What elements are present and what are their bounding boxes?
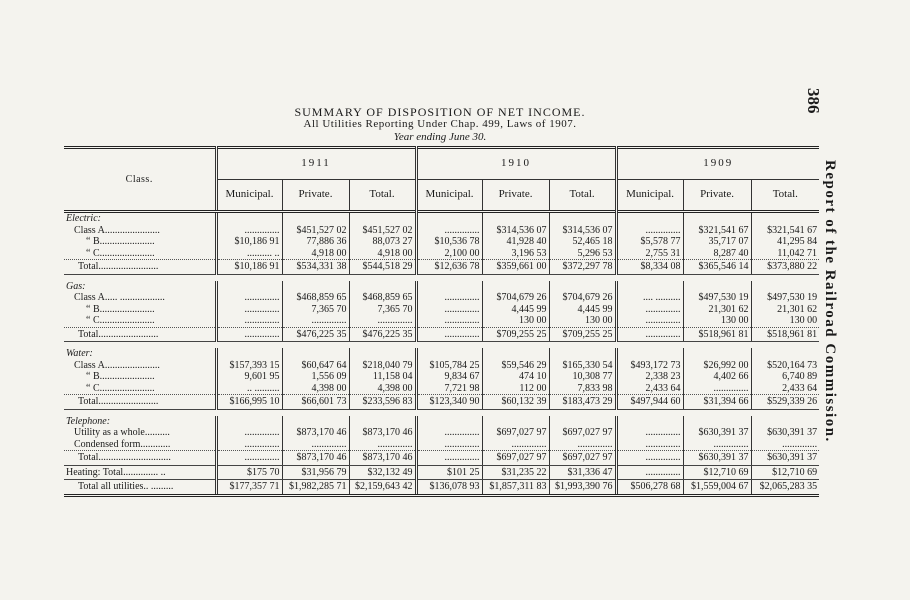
table-cell: [683, 212, 751, 225]
table-cell: $359,661 00: [482, 260, 549, 275]
table-row: [64, 427, 819, 439]
group-label: Telephone:: [66, 415, 111, 427]
table-cell: $166,995 10: [216, 395, 282, 410]
table-cell: $497,944 60: [616, 395, 683, 410]
table-cell: ..............: [216, 315, 282, 327]
subheader-private: Private.: [683, 180, 751, 212]
table-row: [64, 439, 819, 451]
table-cell: [282, 212, 349, 225]
table-cell: 2,338 23: [616, 371, 683, 383]
table-cell: $873,170 46: [282, 451, 349, 466]
table-cell: [549, 348, 616, 360]
table-cell: $1,993,390 76: [549, 480, 616, 496]
table-cell: [349, 416, 416, 428]
table-cell: $31,235 22: [482, 465, 549, 480]
table-cell: $10,186 91: [216, 236, 282, 248]
table-cell: $520,164 73: [751, 360, 819, 372]
table-cell: [751, 348, 819, 360]
table-cell: $373,880 22: [751, 260, 819, 275]
table-cell: $175 70: [216, 465, 282, 480]
row-label: Class A......................: [74, 224, 160, 236]
table-cell: [349, 281, 416, 293]
table-cell: [683, 281, 751, 293]
table-cell: 7,721 98: [416, 383, 482, 395]
table-cell: ..............: [282, 315, 349, 327]
row-label: Class A......................: [74, 359, 160, 371]
table-cell: $136,078 93: [416, 480, 482, 496]
table-cell: [751, 416, 819, 428]
group-heading-row: [64, 348, 819, 360]
table-row: [64, 383, 819, 395]
table-cell: ..............: [416, 304, 482, 316]
table-cell: $704,679 26: [482, 292, 549, 304]
table-cell: $873,170 46: [349, 451, 416, 466]
table-cell: $468,859 65: [282, 292, 349, 304]
table-cell: ..............: [416, 315, 482, 327]
table-cell: 4,918 00: [349, 248, 416, 260]
table-cell: ..............: [751, 439, 819, 451]
table-cell: [549, 212, 616, 225]
table-cell: 2,100 00: [416, 248, 482, 260]
table-cell: 4,402 66: [683, 371, 751, 383]
table-cell: ..............: [616, 315, 683, 327]
total-row: [64, 451, 819, 466]
table-cell: $630,391 37: [683, 451, 751, 466]
table-cell: .... ..........: [616, 292, 683, 304]
table-cell: [616, 348, 683, 360]
table-cell: ..............: [349, 439, 416, 451]
row-label: Utility as a whole..........: [74, 427, 170, 438]
row-label: Total........................: [64, 327, 216, 342]
table-cell: [416, 212, 482, 225]
table-cell: $233,596 83: [349, 395, 416, 410]
table-cell: $709,255 25: [482, 327, 549, 342]
table-cell: [216, 281, 282, 293]
row-label: Total........................: [64, 260, 216, 275]
table-cell: ..............: [349, 315, 416, 327]
table-cell: 112 00: [482, 383, 549, 395]
table-cell: 2,433 64: [751, 383, 819, 395]
table-cell: [751, 212, 819, 225]
table-cell: $314,536 07: [482, 225, 549, 237]
table-cell: $493,172 73: [616, 360, 683, 372]
table-cell: [616, 281, 683, 293]
table-row: [64, 360, 819, 372]
table-cell: [282, 416, 349, 428]
row-label: Total.............................: [64, 451, 216, 466]
total-row: [64, 480, 819, 496]
table-cell: $165,330 54: [549, 360, 616, 372]
table-cell: 21,301 62: [751, 304, 819, 316]
table-cell: $12,710 69: [683, 465, 751, 480]
total-row: [64, 260, 819, 275]
class-column-header: Class.: [64, 148, 216, 212]
table-cell: ..............: [282, 439, 349, 451]
table-cell: 4,445 99: [482, 304, 549, 316]
group-label: Gas:: [66, 280, 86, 292]
table-cell: $123,340 90: [416, 395, 482, 410]
table-cell: ..............: [416, 292, 482, 304]
table-row: [64, 292, 819, 304]
table-cell: $365,546 14: [683, 260, 751, 275]
table-cell: $630,391 37: [683, 427, 751, 439]
page-number: 386: [804, 88, 823, 114]
table-cell: $544,518 29: [349, 260, 416, 275]
table-cell: $2,065,283 35: [751, 480, 819, 496]
table-cell: 1,556 09: [282, 371, 349, 383]
table-cell: $31,394 66: [683, 395, 751, 410]
table-cell: 474 10: [482, 371, 549, 383]
subheader-total: Total.: [751, 180, 819, 212]
table-row: [64, 371, 819, 383]
table-cell: [416, 416, 482, 428]
total-row: [64, 395, 819, 410]
table-period: Year ending June 30.: [393, 131, 487, 143]
table-cell: ..............: [683, 383, 751, 395]
table-cell: 52,465 18: [549, 236, 616, 248]
table-cell: [683, 416, 751, 428]
row-label: Class A..... ..................: [74, 292, 165, 303]
table-cell: $314,536 07: [549, 225, 616, 237]
table-cell: 130 00: [751, 315, 819, 327]
table-cell: $697,027 97: [482, 427, 549, 439]
group-label: Water:: [66, 348, 93, 359]
table-cell: $704,679 26: [549, 292, 616, 304]
group-heading-row: [64, 281, 819, 293]
group-label: Electric:: [66, 213, 101, 224]
table-cell: [549, 281, 616, 293]
table-cell: $10,186 91: [216, 260, 282, 275]
subheader-private: Private.: [482, 180, 549, 212]
row-label: Condensed form............: [74, 438, 171, 450]
table-cell: $5,578 77: [616, 236, 683, 248]
table-cell: $451,527 02: [282, 225, 349, 237]
table-cell: [416, 348, 482, 360]
table-cell: 8,287 40: [683, 248, 751, 260]
table-cell: 11,042 71: [751, 248, 819, 260]
table-cell: $157,393 15: [216, 360, 282, 372]
table-cell: $630,391 37: [751, 451, 819, 466]
table-cell: $2,159,643 42: [349, 480, 416, 496]
table-cell: $8,334 08: [616, 260, 683, 275]
year-header-1910: 1910: [416, 148, 616, 180]
net-income-table: [64, 146, 819, 497]
table-cell: ..............: [683, 439, 751, 451]
table-cell: ..............: [482, 439, 549, 451]
row-label: “ B......................: [86, 236, 155, 247]
table-cell: [349, 348, 416, 360]
table-cell: $451,527 02: [349, 225, 416, 237]
table-cell: $321,541 67: [683, 225, 751, 237]
table-cell: ..............: [416, 327, 482, 342]
table-cell: 4,918 00: [282, 248, 349, 260]
table-cell: $321,541 67: [751, 225, 819, 237]
table-cell: [616, 416, 683, 428]
table-cell: 130 00: [482, 315, 549, 327]
table-cell: [482, 348, 549, 360]
table-cell: 10,308 77: [549, 371, 616, 383]
table-cell: ..............: [549, 439, 616, 451]
row-label: “ C......................: [86, 382, 155, 394]
table-row: [64, 248, 819, 260]
table-cell: 4,398 00: [349, 383, 416, 395]
table-cell: $372,297 78: [549, 260, 616, 275]
table-cell: ..............: [216, 327, 282, 342]
year-header-1909: 1909: [616, 148, 819, 180]
table-cell: 9,834 67: [416, 371, 482, 383]
table-cell: ..............: [616, 439, 683, 451]
table-cell: $12,710 69: [751, 465, 819, 480]
table-cell: [216, 212, 282, 225]
table-cell: $1,559,004 67: [683, 480, 751, 496]
table-row: [64, 304, 819, 316]
table-cell: $1,982,285 71: [282, 480, 349, 496]
table-cell: [482, 416, 549, 428]
table-cell: ..............: [216, 225, 282, 237]
table-cell: $66,601 73: [282, 395, 349, 410]
row-label: Total........................: [64, 395, 216, 410]
table-cell: ..............: [616, 427, 683, 439]
table-cell: ..............: [216, 439, 282, 451]
table-cell: $709,255 25: [549, 327, 616, 342]
table-cell: 11,158 04: [349, 371, 416, 383]
table-cell: [549, 416, 616, 428]
table-cell: 88,073 27: [349, 236, 416, 248]
table-cell: [282, 281, 349, 293]
table-cell: [282, 348, 349, 360]
table-cell: $497,530 19: [751, 292, 819, 304]
table-cell: ..............: [616, 327, 683, 342]
table-cell: [683, 348, 751, 360]
table-cell: $697,027 97: [549, 427, 616, 439]
table-cell: ..............: [416, 427, 482, 439]
row-label: “ B......................: [86, 371, 155, 382]
table-cell: $873,170 46: [349, 427, 416, 439]
table-cell: ..............: [216, 427, 282, 439]
table-cell: $10,536 78: [416, 236, 482, 248]
row-label: “ C......................: [86, 315, 155, 326]
table-cell: 6,740 89: [751, 371, 819, 383]
table-cell: $177,357 71: [216, 480, 282, 496]
table-cell: $873,170 46: [282, 427, 349, 439]
table-subtitle: All Utilities Reporting Under Chap. 499, Laws of 1907.: [303, 118, 577, 130]
table-cell: $534,331 38: [282, 260, 349, 275]
table-cell: $529,339 26: [751, 395, 819, 410]
table-cell: 35,717 07: [683, 236, 751, 248]
table-cell: 7,365 70: [282, 304, 349, 316]
table-cell: 130 00: [549, 315, 616, 327]
table-cell: [349, 212, 416, 225]
table-cell: 7,833 98: [549, 383, 616, 395]
table-cell: $218,040 79: [349, 360, 416, 372]
table-cell: $476,225 35: [282, 327, 349, 342]
table-cell: [216, 348, 282, 360]
table-cell: ..............: [416, 439, 482, 451]
table-cell: $32,132 49: [349, 465, 416, 480]
table-cell: [216, 416, 282, 428]
table-cell: ..............: [616, 465, 683, 480]
subheader-municipal: Municipal.: [616, 180, 683, 212]
table-cell: $60,132 39: [482, 395, 549, 410]
group-heading-row: [64, 212, 819, 225]
total-row: [64, 465, 819, 480]
table-cell: $31,336 47: [549, 465, 616, 480]
table-cell: 21,301 62: [683, 304, 751, 316]
table-cell: 7,365 70: [349, 304, 416, 316]
table-cell: 2,755 31: [616, 248, 683, 260]
table-cell: ..............: [616, 451, 683, 466]
table-cell: 3,196 53: [482, 248, 549, 260]
table-cell: $60,647 64: [282, 360, 349, 372]
table-cell: $506,278 68: [616, 480, 683, 496]
table-cell: $468,859 65: [349, 292, 416, 304]
table-cell: ..............: [616, 225, 683, 237]
table-cell: 4,398 00: [282, 383, 349, 395]
table-row: [64, 225, 819, 237]
table-cell: [482, 281, 549, 293]
table-cell: .. ..........: [216, 383, 282, 395]
subheader-total: Total.: [349, 180, 416, 212]
table-cell: ..............: [416, 225, 482, 237]
table-row: [64, 315, 819, 327]
table-cell: $497,530 19: [683, 292, 751, 304]
table-cell: 41,295 84: [751, 236, 819, 248]
table-cell: ..............: [416, 451, 482, 466]
table-cell: $697,027 97: [549, 451, 616, 466]
table-cell: $26,992 00: [683, 360, 751, 372]
row-label: “ C......................: [86, 247, 155, 259]
total-row: [64, 327, 819, 342]
table-cell: $697,027 97: [482, 451, 549, 466]
table-cell: [482, 212, 549, 225]
table-cell: $518,961 81: [751, 327, 819, 342]
year-header-1911: 1911: [216, 148, 416, 180]
table-cell: [751, 281, 819, 293]
table-cell: ..............: [216, 451, 282, 466]
subheader-total: Total.: [549, 180, 616, 212]
table-cell: $105,784 25: [416, 360, 482, 372]
table-cell: [616, 212, 683, 225]
table-cell: $59,546 29: [482, 360, 549, 372]
subheader-municipal: Municipal.: [416, 180, 482, 212]
table-title: SUMMARY OF DISPOSITION OF NET INCOME.: [294, 105, 586, 119]
table-cell: $1,857,311 83: [482, 480, 549, 496]
table-cell: $518,961 81: [683, 327, 751, 342]
table-cell: $183,473 29: [549, 395, 616, 410]
table-cell: 41,928 40: [482, 236, 549, 248]
subheader-private: Private.: [282, 180, 349, 212]
row-label: Heating: Total.............. ..: [64, 465, 216, 480]
table-row: [64, 236, 819, 248]
table-cell: ..............: [216, 292, 282, 304]
table-cell: $101 25: [416, 465, 482, 480]
subheader-municipal: Municipal.: [216, 180, 282, 212]
table-cell: $12,636 78: [416, 260, 482, 275]
table-cell: .......... ..: [216, 248, 282, 260]
table-cell: $476,225 35: [349, 327, 416, 342]
row-label: Total all utilities.. .........: [64, 480, 216, 496]
table-cell: ..............: [216, 304, 282, 316]
running-side-heading: Report of the Railroad Commission.: [822, 160, 838, 443]
table-cell: ..............: [616, 304, 683, 316]
group-heading-row: [64, 416, 819, 428]
table-cell: 5,296 53: [549, 248, 616, 260]
table-cell: $630,391 37: [751, 427, 819, 439]
table-cell: 4,445 99: [549, 304, 616, 316]
table-cell: $31,956 79: [282, 465, 349, 480]
table-cell: 130 00: [683, 315, 751, 327]
row-label: “ B......................: [86, 303, 155, 315]
table-cell: 77,886 36: [282, 236, 349, 248]
table-cell: [416, 281, 482, 293]
table-cell: 2,433 64: [616, 383, 683, 395]
table-cell: 9,601 95: [216, 371, 282, 383]
